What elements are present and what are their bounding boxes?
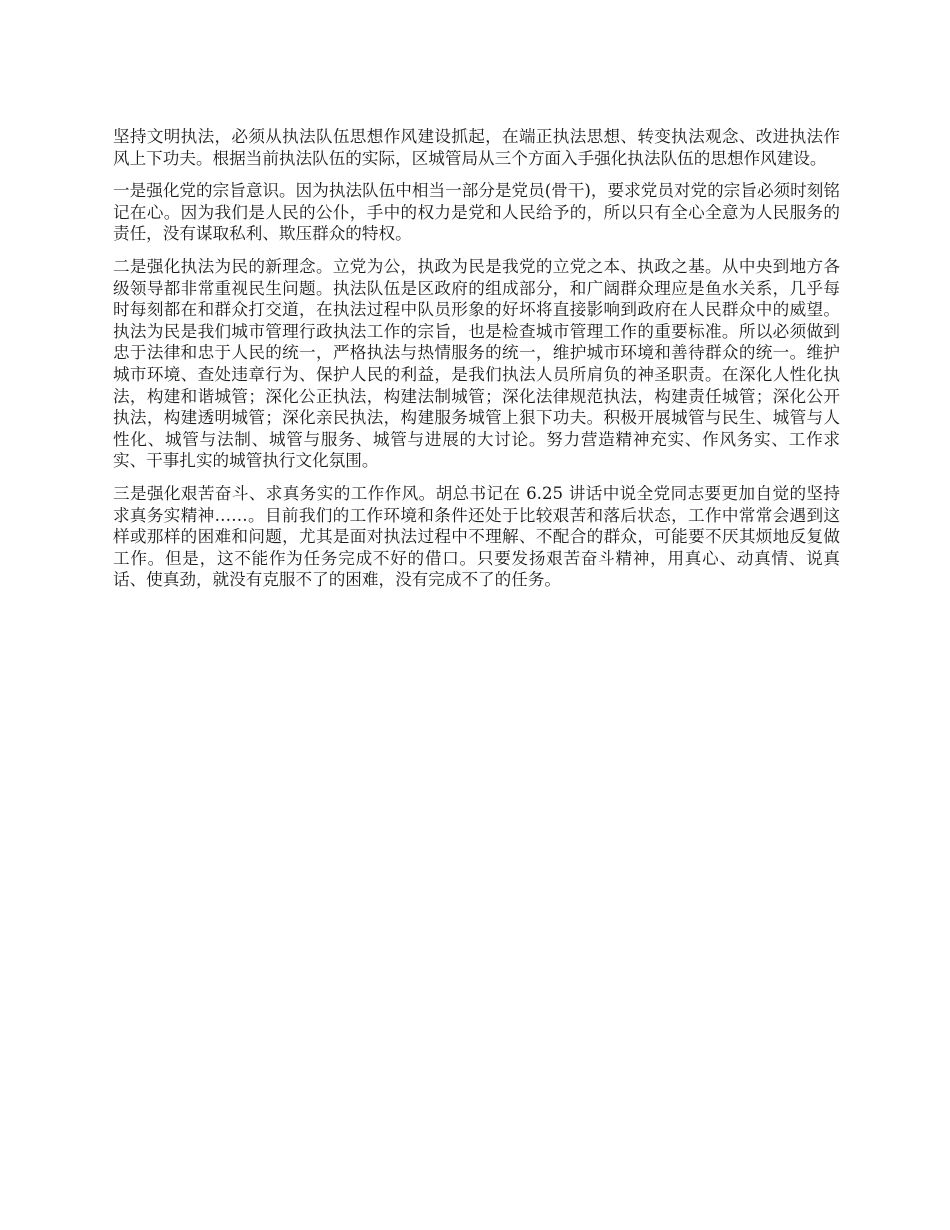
document-body	[113, 126, 840, 602]
paragraph-work-style: 三是强化艰苦奋斗、求真务实的工作作风。胡总书记在 6.25 讲话中说全党同志要更加自觉的坚持求真务实精神……。目前我们的工作环境和条件还处于比较艰苦和落后状态，工作中常常会遇到这样或那样的困难和问题，尤其是面对执法过程中不理解、不配合的群众，可能要不厌其烦地反复做工作。但是，这不能作为任务完成不好的借口。只要发扬艰苦奋斗精神，用真心、动真情、说真话、使真劲，就没有克服不了的困难，没有完成不了的任务。	[113, 483, 840, 590]
paragraph-law-for-people: 二是强化执法为民的新理念。立党为公，执政为民是我党的立党之本、执政之基。从中央到地方各级领导都非常重视民生问题。执法队伍是区政府的组成部分，和广阔群众理应是鱼水关系，几乎每时每刻都在和群众打交道，在执法过程中队员形象的好坏将直接影响到政府在人民群众中的威望。执法为民是我们城市管理行政执法工作的宗旨，也是检查城市管理工作的重要标准。所以必须做到忠于法律和忠于人民的统一，严格执法与热情服务的统一，维护城市环境和善待群众的统一。维护城市环境、查处违章行为、保护人民的利益，是我们执法人员所肩负的神圣职责。在深化人性化执法，构建和谐城管；深化公正执法，构建法制城管；深化法律规范执法，构建责任城管；深化公开执法，构建透明城管；深化亲民执法，构建服务城管上狠下功夫。积极开展城管与民生、城管与人性化、城管与法制、城管与服务、城管与进展的大讨论。努力营造精神充实、作风务实、工作求实、干事扎实的城管执行文化氛围。	[113, 256, 840, 471]
intro-paragraph: 坚持文明执法，必须从执法队伍思想作风建设抓起，在端正执法思想、转变执法观念、改进执法作风上下功夫。根据当前执法队伍的实际，区城管局从三个方面入手强化执法队伍的思想作风建设。	[113, 127, 840, 168]
paragraph-party-purpose: 一是强化党的宗旨意识。因为执法队伍中相当一部分是党员(骨干)，要求党员对党的宗旨必须时刻铭记在心。因为我们是人民的公仆，手中的权力是党和人民给予的，所以只有全心全意为人民服务的责任，没有谋取私利、欺压群众的特权。	[113, 181, 840, 244]
